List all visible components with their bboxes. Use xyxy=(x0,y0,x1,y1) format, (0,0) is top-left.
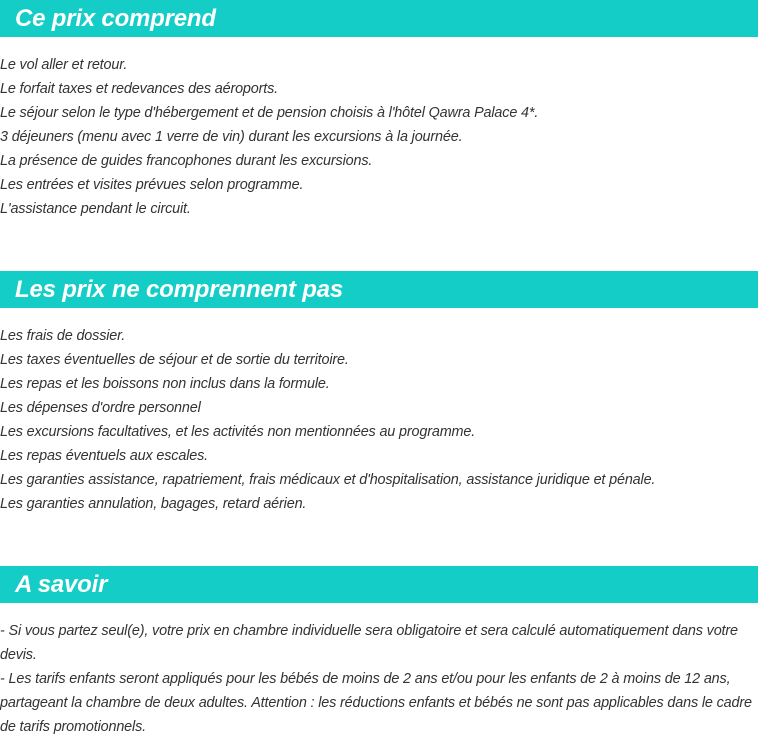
list-item: Les entrées et visites prévues selon programme. xyxy=(0,177,304,193)
list-item: 3 déjeuners (menu avec 1 verre de vin) durant les excursions à la journée. xyxy=(0,129,463,145)
list-item: Les dépenses d'ordre personnel xyxy=(0,400,201,416)
note-paragraph: - Les tarifs enfants seront appliqués pour les bébés de moins de 2 ans et/ou pour les enfants de 2 à moins de 12 ans, partageant la chambre de deux adultes. Attention : les réductions enfants et bébés ne sont pas applicables dans le cadre de tarifs promotionnels. xyxy=(0,671,752,735)
list-item: Les excursions facultatives, et les activités non mentionnées au programme. xyxy=(0,424,476,440)
list-item: La présence de guides francophones durant les excursions. xyxy=(0,153,373,169)
section-title-a-savoir: A savoir xyxy=(0,566,758,603)
not-included-list xyxy=(0,324,756,516)
note-paragraph: - Si vous partez seul(e), votre prix en chambre individuelle sera obligatoire et sera calculé automatiquement dans votre devis. xyxy=(0,623,738,663)
section-title-ce-prix-comprend: Ce prix comprend xyxy=(0,0,758,37)
list-item: Le forfait taxes et redevances des aéroports. xyxy=(0,81,279,97)
list-item: Les repas éventuels aux escales. xyxy=(0,448,208,464)
list-item: Les taxes éventuelles de séjour et de sortie du territoire. xyxy=(0,352,349,368)
list-item: Le vol aller et retour. xyxy=(0,57,128,73)
section-title-non-inclus: Les prix ne comprennent pas xyxy=(0,271,758,308)
list-item: Les frais de dossier. xyxy=(0,328,126,344)
list-item: Les garanties assistance, rapatriement, frais médicaux et d'hospitalisation, assistance juridique et pénale. xyxy=(0,472,656,488)
list-item: L'assistance pendant le circuit. xyxy=(0,201,191,217)
list-item: Les garanties annulation, bagages, retard aérien. xyxy=(0,496,307,512)
included-list xyxy=(0,53,756,221)
list-item: Les repas et les boissons non inclus dans la formule. xyxy=(0,376,330,392)
list-item: Le séjour selon le type d'hébergement et de pension choisis à l'hôtel Qawra Palace 4*. xyxy=(0,105,539,121)
notes-list xyxy=(0,619,756,739)
